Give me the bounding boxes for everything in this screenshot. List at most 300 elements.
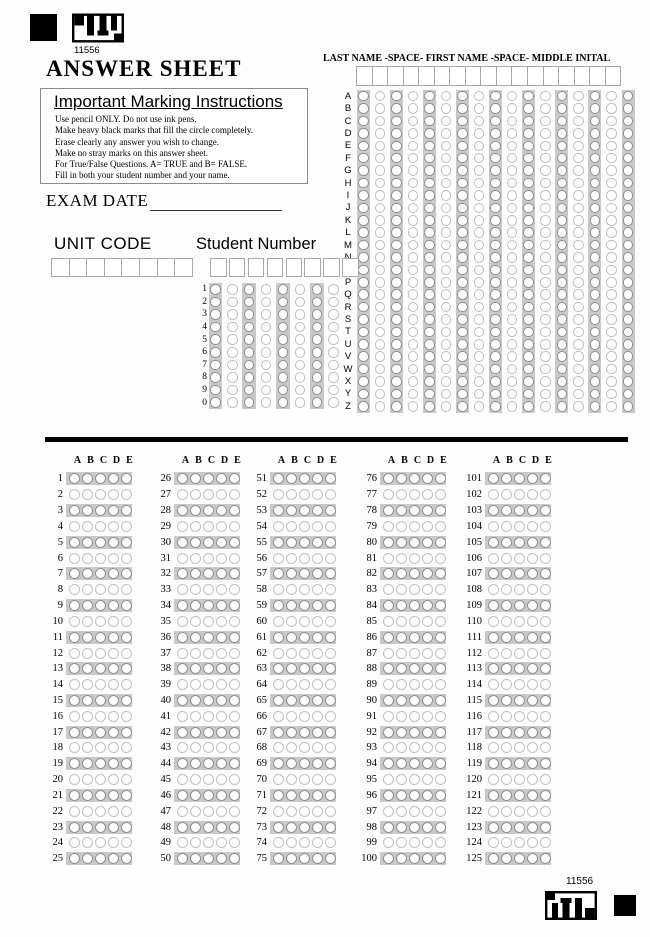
name-bubble[interactable]	[523, 203, 534, 214]
answer-bubble[interactable]	[95, 632, 106, 643]
name-bubble[interactable]	[523, 141, 534, 152]
answer-bubble[interactable]	[299, 774, 310, 785]
answer-bubble[interactable]	[177, 568, 188, 579]
answer-bubble[interactable]	[108, 584, 119, 595]
answer-bubble[interactable]	[229, 695, 240, 706]
name-bubble[interactable]	[540, 314, 551, 325]
name-bubble[interactable]	[573, 203, 584, 214]
name-bubble[interactable]	[474, 165, 485, 176]
answer-bubble[interactable]	[488, 758, 499, 769]
answer-bubble[interactable]	[383, 758, 394, 769]
name-bubble[interactable]	[358, 265, 369, 276]
name-bubble[interactable]	[573, 165, 584, 176]
student-number-bubble[interactable]	[210, 372, 221, 383]
answer-bubble[interactable]	[488, 790, 499, 801]
answer-bubble[interactable]	[435, 679, 446, 690]
name-bubble[interactable]	[358, 141, 369, 152]
answer-bubble[interactable]	[422, 521, 433, 532]
answer-bubble[interactable]	[501, 568, 512, 579]
answer-bubble[interactable]	[422, 648, 433, 659]
answer-bubble[interactable]	[108, 727, 119, 738]
answer-bubble[interactable]	[273, 806, 284, 817]
answer-bubble[interactable]	[312, 758, 323, 769]
name-bubble[interactable]	[606, 327, 617, 338]
answer-bubble[interactable]	[273, 663, 284, 674]
name-bubble[interactable]	[606, 165, 617, 176]
name-bubble[interactable]	[391, 153, 402, 164]
answer-bubble[interactable]	[325, 774, 336, 785]
answer-bubble[interactable]	[435, 837, 446, 848]
student-number-bubble[interactable]	[210, 284, 221, 295]
name-bubble[interactable]	[623, 153, 634, 164]
name-character-box[interactable]	[449, 66, 466, 86]
name-bubble[interactable]	[391, 91, 402, 102]
answer-bubble[interactable]	[121, 663, 132, 674]
name-bubble[interactable]	[457, 153, 468, 164]
name-bubble[interactable]	[375, 227, 386, 238]
answer-bubble[interactable]	[216, 853, 227, 864]
student-number-bubble[interactable]	[244, 297, 255, 308]
name-bubble[interactable]	[358, 190, 369, 201]
answer-bubble[interactable]	[527, 822, 538, 833]
answer-bubble[interactable]	[527, 837, 538, 848]
name-bubble[interactable]	[573, 227, 584, 238]
name-bubble[interactable]	[490, 401, 501, 412]
answer-bubble[interactable]	[409, 727, 420, 738]
answer-bubble[interactable]	[514, 742, 525, 753]
name-bubble[interactable]	[623, 277, 634, 288]
answer-bubble[interactable]	[95, 711, 106, 722]
answer-bubble[interactable]	[514, 600, 525, 611]
answer-bubble[interactable]	[82, 853, 93, 864]
student-number-box[interactable]	[304, 258, 321, 277]
name-bubble[interactable]	[590, 289, 601, 300]
answer-bubble[interactable]	[409, 473, 420, 484]
answer-bubble[interactable]	[121, 679, 132, 690]
name-bubble[interactable]	[457, 141, 468, 152]
answer-bubble[interactable]	[527, 505, 538, 516]
answer-bubble[interactable]	[422, 568, 433, 579]
answer-bubble[interactable]	[383, 505, 394, 516]
answer-bubble[interactable]	[121, 616, 132, 627]
answer-bubble[interactable]	[203, 742, 214, 753]
answer-bubble[interactable]	[229, 616, 240, 627]
student-number-bubble[interactable]	[244, 372, 255, 383]
name-bubble[interactable]	[540, 91, 551, 102]
answer-bubble[interactable]	[229, 553, 240, 564]
name-bubble[interactable]	[490, 252, 501, 263]
answer-bubble[interactable]	[69, 679, 80, 690]
answer-bubble[interactable]	[69, 806, 80, 817]
answer-bubble[interactable]	[108, 553, 119, 564]
answer-bubble[interactable]	[69, 837, 80, 848]
answer-bubble[interactable]	[383, 584, 394, 595]
name-bubble[interactable]	[557, 203, 568, 214]
answer-bubble[interactable]	[108, 853, 119, 864]
answer-bubble[interactable]	[488, 505, 499, 516]
answer-bubble[interactable]	[121, 553, 132, 564]
answer-bubble[interactable]	[312, 695, 323, 706]
answer-bubble[interactable]	[190, 648, 201, 659]
answer-bubble[interactable]	[501, 600, 512, 611]
answer-bubble[interactable]	[82, 505, 93, 516]
answer-bubble[interactable]	[527, 727, 538, 738]
answer-bubble[interactable]	[108, 489, 119, 500]
answer-bubble[interactable]	[108, 774, 119, 785]
name-bubble[interactable]	[606, 364, 617, 375]
name-bubble[interactable]	[590, 401, 601, 412]
answer-bubble[interactable]	[299, 663, 310, 674]
name-bubble[interactable]	[540, 277, 551, 288]
name-bubble[interactable]	[441, 165, 452, 176]
name-bubble[interactable]	[441, 141, 452, 152]
answer-bubble[interactable]	[121, 806, 132, 817]
name-bubble[interactable]	[523, 116, 534, 127]
answer-bubble[interactable]	[95, 505, 106, 516]
answer-bubble[interactable]	[299, 553, 310, 564]
student-number-bubble[interactable]	[328, 297, 339, 308]
answer-bubble[interactable]	[325, 584, 336, 595]
answer-bubble[interactable]	[312, 616, 323, 627]
student-number-bubble[interactable]	[227, 385, 238, 396]
student-number-box[interactable]	[267, 258, 284, 277]
name-bubble[interactable]	[540, 252, 551, 263]
answer-bubble[interactable]	[501, 584, 512, 595]
answer-bubble[interactable]	[527, 489, 538, 500]
answer-bubble[interactable]	[527, 584, 538, 595]
name-character-box[interactable]	[480, 66, 497, 86]
name-bubble[interactable]	[590, 128, 601, 139]
name-bubble[interactable]	[590, 302, 601, 313]
answer-bubble[interactable]	[514, 695, 525, 706]
answer-bubble[interactable]	[273, 742, 284, 753]
answer-bubble[interactable]	[286, 790, 297, 801]
name-bubble[interactable]	[523, 265, 534, 276]
student-number-bubble[interactable]	[227, 309, 238, 320]
name-bubble[interactable]	[540, 190, 551, 201]
name-bubble[interactable]	[474, 128, 485, 139]
name-bubble[interactable]	[523, 389, 534, 400]
name-bubble[interactable]	[424, 203, 435, 214]
answer-bubble[interactable]	[121, 584, 132, 595]
student-number-box[interactable]	[323, 258, 340, 277]
name-bubble[interactable]	[490, 302, 501, 313]
name-bubble[interactable]	[523, 165, 534, 176]
student-number-box[interactable]	[286, 258, 303, 277]
name-bubble[interactable]	[474, 302, 485, 313]
name-bubble[interactable]	[573, 190, 584, 201]
name-bubble[interactable]	[408, 277, 419, 288]
name-bubble[interactable]	[557, 364, 568, 375]
answer-bubble[interactable]	[501, 727, 512, 738]
name-bubble[interactable]	[408, 265, 419, 276]
name-bubble[interactable]	[457, 277, 468, 288]
answer-bubble[interactable]	[488, 537, 499, 548]
answer-bubble[interactable]	[527, 521, 538, 532]
answer-bubble[interactable]	[108, 473, 119, 484]
name-bubble[interactable]	[358, 116, 369, 127]
answer-bubble[interactable]	[216, 553, 227, 564]
answer-bubble[interactable]	[82, 568, 93, 579]
name-bubble[interactable]	[606, 128, 617, 139]
name-bubble[interactable]	[408, 141, 419, 152]
name-bubble[interactable]	[623, 252, 634, 263]
answer-bubble[interactable]	[396, 758, 407, 769]
name-bubble[interactable]	[623, 203, 634, 214]
answer-bubble[interactable]	[435, 806, 446, 817]
answer-bubble[interactable]	[312, 711, 323, 722]
name-bubble[interactable]	[573, 116, 584, 127]
name-bubble[interactable]	[441, 103, 452, 114]
name-bubble[interactable]	[523, 376, 534, 387]
answer-bubble[interactable]	[422, 837, 433, 848]
answer-bubble[interactable]	[69, 537, 80, 548]
name-bubble[interactable]	[441, 351, 452, 362]
answer-bubble[interactable]	[273, 505, 284, 516]
name-bubble[interactable]	[474, 141, 485, 152]
name-bubble[interactable]	[424, 165, 435, 176]
name-bubble[interactable]	[590, 265, 601, 276]
answer-bubble[interactable]	[325, 758, 336, 769]
name-bubble[interactable]	[557, 141, 568, 152]
name-bubble[interactable]	[424, 314, 435, 325]
answer-bubble[interactable]	[216, 632, 227, 643]
answer-bubble[interactable]	[396, 853, 407, 864]
answer-bubble[interactable]	[121, 822, 132, 833]
name-bubble[interactable]	[623, 302, 634, 313]
name-bubble[interactable]	[540, 128, 551, 139]
name-bubble[interactable]	[474, 190, 485, 201]
name-bubble[interactable]	[590, 376, 601, 387]
name-bubble[interactable]	[474, 351, 485, 362]
name-character-box[interactable]	[574, 66, 591, 86]
answer-bubble[interactable]	[190, 505, 201, 516]
answer-bubble[interactable]	[95, 853, 106, 864]
answer-bubble[interactable]	[527, 695, 538, 706]
answer-bubble[interactable]	[216, 806, 227, 817]
name-bubble[interactable]	[507, 128, 518, 139]
answer-bubble[interactable]	[396, 489, 407, 500]
answer-bubble[interactable]	[216, 679, 227, 690]
answer-bubble[interactable]	[383, 837, 394, 848]
name-bubble[interactable]	[441, 240, 452, 251]
answer-bubble[interactable]	[422, 742, 433, 753]
name-bubble[interactable]	[358, 203, 369, 214]
answer-bubble[interactable]	[299, 679, 310, 690]
answer-bubble[interactable]	[108, 600, 119, 611]
name-bubble[interactable]	[590, 252, 601, 263]
name-bubble[interactable]	[358, 327, 369, 338]
name-bubble[interactable]	[523, 103, 534, 114]
answer-bubble[interactable]	[299, 742, 310, 753]
name-bubble[interactable]	[424, 215, 435, 226]
answer-bubble[interactable]	[501, 473, 512, 484]
answer-bubble[interactable]	[435, 600, 446, 611]
name-bubble[interactable]	[474, 389, 485, 400]
name-character-box[interactable]	[387, 66, 404, 86]
answer-bubble[interactable]	[435, 663, 446, 674]
answer-bubble[interactable]	[325, 853, 336, 864]
answer-bubble[interactable]	[121, 727, 132, 738]
answer-bubble[interactable]	[540, 505, 551, 516]
student-number-bubble[interactable]	[261, 334, 272, 345]
unit-code-box[interactable]	[174, 258, 193, 277]
name-bubble[interactable]	[375, 141, 386, 152]
answer-bubble[interactable]	[177, 679, 188, 690]
answer-bubble[interactable]	[514, 711, 525, 722]
answer-bubble[interactable]	[286, 632, 297, 643]
name-bubble[interactable]	[474, 289, 485, 300]
answer-bubble[interactable]	[121, 537, 132, 548]
name-bubble[interactable]	[590, 203, 601, 214]
answer-bubble[interactable]	[312, 537, 323, 548]
student-number-bubble[interactable]	[295, 297, 306, 308]
answer-bubble[interactable]	[121, 473, 132, 484]
answer-bubble[interactable]	[383, 537, 394, 548]
answer-bubble[interactable]	[422, 695, 433, 706]
answer-bubble[interactable]	[325, 711, 336, 722]
student-number-bubble[interactable]	[312, 360, 323, 371]
answer-bubble[interactable]	[121, 837, 132, 848]
answer-bubble[interactable]	[396, 663, 407, 674]
answer-bubble[interactable]	[229, 727, 240, 738]
answer-bubble[interactable]	[422, 489, 433, 500]
student-number-bubble[interactable]	[328, 284, 339, 295]
answer-bubble[interactable]	[216, 727, 227, 738]
answer-bubble[interactable]	[286, 568, 297, 579]
student-number-bubble[interactable]	[295, 284, 306, 295]
name-bubble[interactable]	[375, 364, 386, 375]
student-number-bubble[interactable]	[328, 322, 339, 333]
answer-bubble[interactable]	[177, 616, 188, 627]
name-bubble[interactable]	[457, 103, 468, 114]
answer-bubble[interactable]	[383, 648, 394, 659]
name-bubble[interactable]	[408, 252, 419, 263]
answer-bubble[interactable]	[299, 489, 310, 500]
answer-bubble[interactable]	[540, 521, 551, 532]
answer-bubble[interactable]	[383, 727, 394, 738]
answer-bubble[interactable]	[527, 853, 538, 864]
answer-bubble[interactable]	[312, 489, 323, 500]
name-bubble[interactable]	[557, 178, 568, 189]
answer-bubble[interactable]	[121, 774, 132, 785]
answer-bubble[interactable]	[540, 837, 551, 848]
answer-bubble[interactable]	[325, 537, 336, 548]
name-bubble[interactable]	[457, 289, 468, 300]
answer-bubble[interactable]	[488, 616, 499, 627]
answer-bubble[interactable]	[108, 790, 119, 801]
answer-bubble[interactable]	[299, 537, 310, 548]
name-bubble[interactable]	[408, 165, 419, 176]
name-bubble[interactable]	[490, 91, 501, 102]
name-bubble[interactable]	[623, 289, 634, 300]
student-number-bubble[interactable]	[261, 385, 272, 396]
answer-bubble[interactable]	[121, 489, 132, 500]
answer-bubble[interactable]	[203, 837, 214, 848]
answer-bubble[interactable]	[383, 853, 394, 864]
answer-bubble[interactable]	[190, 742, 201, 753]
answer-bubble[interactable]	[203, 822, 214, 833]
answer-bubble[interactable]	[216, 489, 227, 500]
unit-code-box[interactable]	[121, 258, 140, 277]
answer-bubble[interactable]	[203, 616, 214, 627]
answer-bubble[interactable]	[95, 727, 106, 738]
answer-bubble[interactable]	[488, 648, 499, 659]
name-bubble[interactable]	[573, 252, 584, 263]
name-bubble[interactable]	[507, 401, 518, 412]
answer-bubble[interactable]	[216, 663, 227, 674]
name-bubble[interactable]	[457, 128, 468, 139]
name-bubble[interactable]	[424, 141, 435, 152]
answer-bubble[interactable]	[422, 632, 433, 643]
student-number-bubble[interactable]	[210, 309, 221, 320]
name-bubble[interactable]	[358, 289, 369, 300]
answer-bubble[interactable]	[488, 742, 499, 753]
name-bubble[interactable]	[490, 289, 501, 300]
name-bubble[interactable]	[540, 178, 551, 189]
answer-bubble[interactable]	[325, 489, 336, 500]
answer-bubble[interactable]	[396, 679, 407, 690]
answer-bubble[interactable]	[190, 837, 201, 848]
answer-bubble[interactable]	[435, 742, 446, 753]
name-bubble[interactable]	[474, 153, 485, 164]
answer-bubble[interactable]	[299, 473, 310, 484]
name-bubble[interactable]	[507, 339, 518, 350]
name-character-box[interactable]	[418, 66, 435, 86]
name-bubble[interactable]	[457, 227, 468, 238]
name-bubble[interactable]	[457, 190, 468, 201]
answer-bubble[interactable]	[312, 521, 323, 532]
answer-bubble[interactable]	[273, 537, 284, 548]
name-bubble[interactable]	[375, 252, 386, 263]
answer-bubble[interactable]	[514, 473, 525, 484]
name-bubble[interactable]	[623, 128, 634, 139]
name-bubble[interactable]	[507, 314, 518, 325]
name-bubble[interactable]	[590, 190, 601, 201]
student-number-bubble[interactable]	[227, 284, 238, 295]
answer-bubble[interactable]	[203, 632, 214, 643]
name-bubble[interactable]	[540, 265, 551, 276]
answer-bubble[interactable]	[501, 521, 512, 532]
answer-bubble[interactable]	[435, 632, 446, 643]
student-number-bubble[interactable]	[312, 309, 323, 320]
answer-bubble[interactable]	[82, 521, 93, 532]
name-bubble[interactable]	[590, 91, 601, 102]
name-bubble[interactable]	[408, 401, 419, 412]
name-bubble[interactable]	[590, 153, 601, 164]
name-bubble[interactable]	[424, 339, 435, 350]
answer-bubble[interactable]	[286, 837, 297, 848]
answer-bubble[interactable]	[422, 600, 433, 611]
answer-bubble[interactable]	[69, 616, 80, 627]
name-bubble[interactable]	[474, 227, 485, 238]
answer-bubble[interactable]	[216, 584, 227, 595]
name-bubble[interactable]	[408, 227, 419, 238]
answer-bubble[interactable]	[312, 584, 323, 595]
name-bubble[interactable]	[507, 190, 518, 201]
name-bubble[interactable]	[490, 203, 501, 214]
name-character-box[interactable]	[434, 66, 451, 86]
name-bubble[interactable]	[358, 91, 369, 102]
name-bubble[interactable]	[474, 339, 485, 350]
name-bubble[interactable]	[391, 203, 402, 214]
name-bubble[interactable]	[606, 103, 617, 114]
name-bubble[interactable]	[391, 178, 402, 189]
answer-bubble[interactable]	[527, 711, 538, 722]
answer-bubble[interactable]	[286, 742, 297, 753]
answer-bubble[interactable]	[95, 616, 106, 627]
answer-bubble[interactable]	[396, 616, 407, 627]
